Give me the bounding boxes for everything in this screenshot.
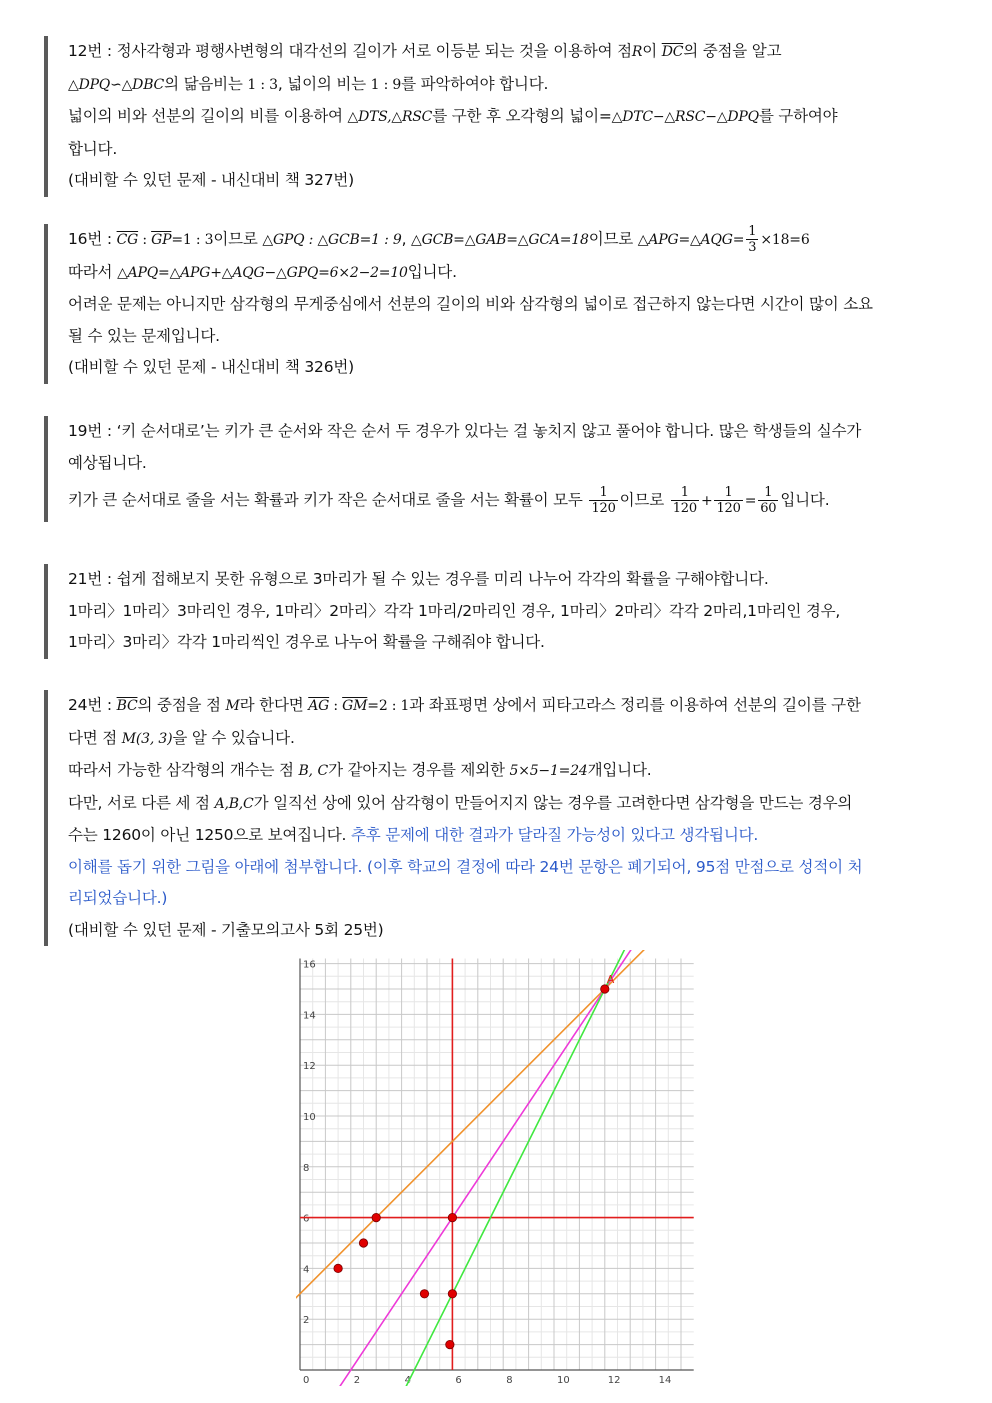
q16-line2: 따라서 △APQ=△APG+△AQG−△GPQ=6×2−2=10입니다.: [68, 262, 457, 281]
fraction-one-third: $\frac{1}{3}$: [748, 224, 757, 255]
x-tick-label: 6: [455, 1375, 462, 1386]
fraction-1-120: $\frac{1}{120}$: [716, 485, 741, 516]
data-point: [448, 1290, 456, 1298]
section-q12: [44, 36, 944, 197]
x-tick-label: 8: [506, 1375, 513, 1386]
x-tick-label: 2: [353, 1375, 361, 1386]
data-point: [420, 1290, 428, 1298]
q12-line4: 합니다.: [68, 139, 118, 158]
data-point: [372, 1213, 380, 1221]
x-tick-label: 0: [303, 1375, 310, 1386]
q24-reference: (대비할 수 있던 문제 - 기출모의고사 5회 25번): [68, 920, 384, 939]
y-tick-label: 10: [303, 1112, 316, 1123]
y-tick-label: 14: [303, 1010, 316, 1022]
q19-line2: 예상됩니다.: [68, 453, 147, 472]
q21-line1: 21번 : 쉽게 접해보지 못한 유형으로 3마리가 될 수 있는 경우를 미리 나누어 각각의 확률을 구해야합니다.: [68, 570, 769, 588]
q21-line2: 1마리〉1마리〉3마리인 경우, 1마리〉2마리〉각각 1마리/2마리인 경우, 1마리〉2마리〉각각 2마리,1마리인 경우,: [68, 601, 841, 620]
q16-line3: 어려운 문제는 아니지만 삼각형의 무게중심에서 선분의 길이의 비와 삼각형의 넓이로 접근하지 않는다면 시간이 많이 소요: [68, 295, 873, 313]
fraction-1-60: $\frac{1}{60}$: [760, 485, 777, 516]
data-point: [601, 985, 609, 993]
section-q19: [44, 416, 944, 522]
q12-reference: (대비할 수 있던 문제 - 내신대비 책 327번): [68, 171, 354, 189]
line-green: [296, 950, 696, 1386]
section-q16: [44, 224, 944, 384]
q24-line7: 리되었습니다.): [68, 889, 168, 907]
q24-line1: 24번 : $\overline{BC}$의 중점을 점 M라 한다면 $\overline{AG}$ : $\overline{GM}=2$ : 1과 좌표평면 상에서 피타고라스 정리를 이용하여 선분의 길이를 구한: [68, 696, 861, 714]
line-magenta: [296, 950, 696, 1386]
q21-line3: 1마리〉3마리〉각각 1마리씩인 경우로 나누어 확률을 구해줘야 합니다.: [68, 633, 545, 651]
q12-line2: △DPQ∽△DBC의 닮음비는 1 : 3, 넓이의 비는 1 : 9를 파악하여야 합니다.: [68, 74, 549, 93]
section-q21: [44, 564, 944, 659]
data-point: [334, 1264, 342, 1272]
data-point: [446, 1340, 454, 1348]
q24-line4: 다만, 서로 다른 세 점 A,B,C가 일직선 상에 있어 삼각형이 만들어지지 않는 경우를 고려한다면 삼각형을 만드는 경우의: [68, 793, 853, 812]
y-tick-label: 2: [303, 1315, 310, 1327]
q24-line5: 수는 1260이 아닌 1250으로 보여집니다. 추후 문제에 대한 결과가 달라질 가능성이 있다고 생각됩니다.: [68, 826, 759, 844]
y-tick-label: 4: [303, 1264, 310, 1276]
x-tick-label: 4: [404, 1375, 411, 1386]
fraction-1-120: $\frac{1}{120}$: [672, 485, 697, 516]
x-tick-label: 10: [557, 1375, 570, 1386]
q19-line3: 키가 큰 순서대로 줄을 서는 확률과 키가 작은 순서대로 줄을 서는 확률이 모두 $\frac{1}{120}$ 이므로 $\frac{1}{120}$ + $\frac{1}{120}$ = $\frac{1}{60}$ 입니다.: [68, 485, 830, 516]
q24-line6: 이해를 돕기 위한 그림을 아래에 첨부합니다. (이후 학교의 결정에 따라 24번 문항은 폐기되어, 95점 만점으로 성적이 처: [68, 857, 863, 876]
line-orange: [296, 950, 696, 1319]
q19-line1: 19번 : ‘키 순서대로’는 키가 큰 순서와 작은 순서 두 경우가 있다는 걸 놓치지 않고 풀어야 합니다. 많은 학생들의 실수가: [68, 422, 862, 440]
point-label-a: A: [606, 973, 615, 986]
q12-line1: 12번 : 정사각형과 평행사변형의 대각선의 길이가 서로 이등분 되는 것을 이용하여 점R이 $\overline{DC}$의 중점을 알고: [68, 42, 782, 60]
q16-reference: (대비할 수 있던 문제 - 내신대비 책 326번): [68, 358, 354, 376]
y-tick-label: 8: [303, 1162, 310, 1174]
section-q24: [44, 690, 944, 946]
x-tick-label: 14: [658, 1375, 672, 1386]
y-tick-label: 6: [303, 1213, 310, 1225]
data-point: [359, 1239, 367, 1247]
q24-line2: 다면 점 M(3, 3)을 알 수 있습니다.: [68, 728, 295, 747]
x-tick-label: 12: [607, 1375, 621, 1386]
q16-line4: 될 수 있는 문제입니다.: [68, 326, 220, 345]
q24-line3: 따라서 가능한 삼각형의 개수는 점 B, C가 같아지는 경우를 제외한 5×5−1=24개입니다.: [68, 761, 652, 779]
q16-line1: 16번 : $\overline{CG}$ : $\overline{GP}=1$ : 3이므로 △GPQ : △GCB=1 : 9, △GCB=△GAB=△GCA=18이므로 △APG=△AQG= $\frac{1}{3}$ ×18=6: [68, 224, 810, 255]
y-tick-label: 12: [303, 1061, 316, 1073]
data-point: [448, 1213, 456, 1221]
coordinate-plane-figure: [296, 950, 696, 1386]
fraction-1-120: $\frac{1}{120}$: [591, 485, 616, 516]
y-tick-label: 16: [303, 959, 316, 971]
q12-line3: 넓이의 비와 선분의 길이의 비를 이용하여 △DTS,△RSC를 구한 후 오각형의 넓이=△DTC−△RSC−△DPQ를 구하여야: [68, 107, 838, 125]
